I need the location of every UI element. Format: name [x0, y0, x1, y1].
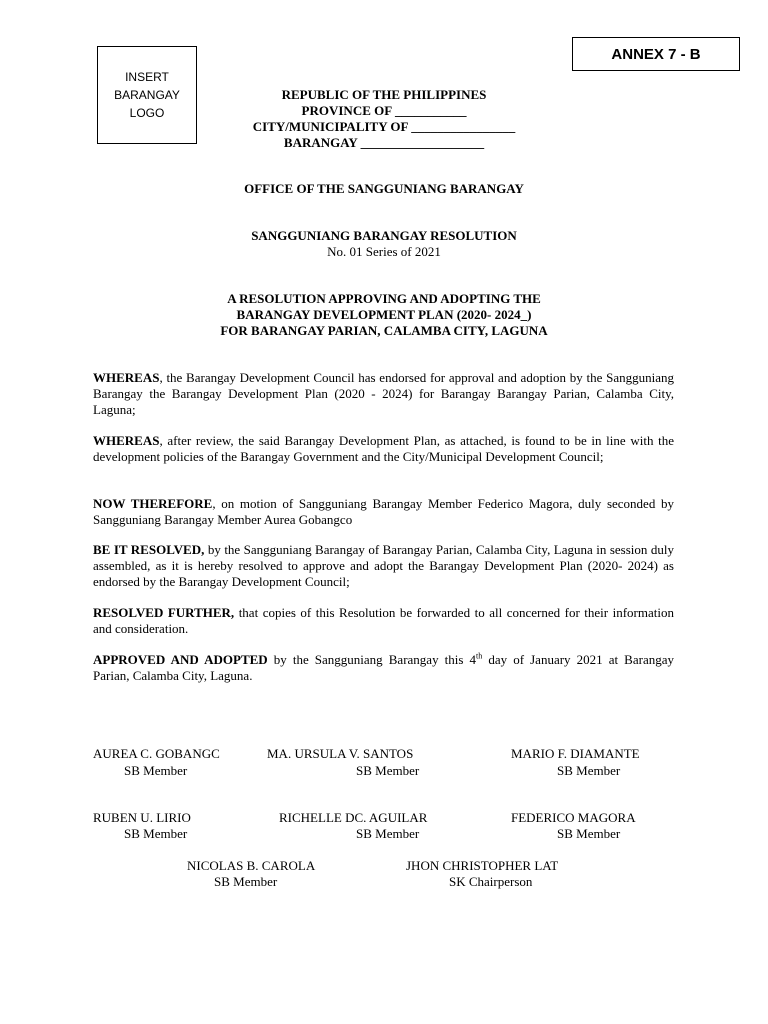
- paragraph-lead: BE IT RESOLVED,: [93, 542, 205, 557]
- signatory-role: SB Member: [214, 874, 278, 889]
- subject-line: FOR BARANGAY PARIAN, CALAMBA CITY, LAGUNA: [220, 323, 548, 338]
- signatory-name: JHON CHRISTOPHER LAT: [406, 858, 559, 873]
- resolution-number: No. 01 Series of 2021: [327, 244, 441, 259]
- paragraph-lead: WHEREAS: [93, 433, 160, 448]
- resolution-subject: [0, 291, 768, 339]
- signatory-name: NICOLAS B. CAROLA: [187, 858, 316, 873]
- signatory-name: MA. URSULA V. SANTOS: [267, 746, 414, 761]
- header-barangay: BARANGAY ___________________: [283, 135, 485, 150]
- signatory-role: SB Member: [356, 763, 420, 778]
- paragraph-approved-adopted: [93, 652, 674, 684]
- logo-placeholder-line: LOGO: [129, 106, 165, 120]
- signatory-name: MARIO F. DIAMANTE: [511, 746, 640, 761]
- paragraph-lead: APPROVED AND ADOPTED: [93, 652, 268, 667]
- paragraph-whereas-2: [93, 433, 674, 465]
- signatory-name: FEDERICO MAGORA: [511, 810, 636, 825]
- paragraph-be-it-resolved: [93, 542, 674, 590]
- signatory-name: RUBEN U. LIRIO: [93, 810, 191, 825]
- resolution-heading: [0, 228, 768, 260]
- office-title: [0, 181, 768, 197]
- paragraph-text: , the Barangay Development Council has endorsed for approval and adoption by the Sangguniang Barangay the Barangay Development Plan (2020 - 2024) for Barangay Barangay Parian, Calamba City, Laguna;: [93, 370, 674, 417]
- signatory-role: SB Member: [356, 826, 420, 841]
- subject-line: BARANGAY DEVELOPMENT PLAN (2020- 2024_): [236, 307, 532, 322]
- document-header: [0, 87, 768, 151]
- paragraph-resolved-further: [93, 605, 674, 637]
- resolution-title: SANGGUNIANG BARANGAY RESOLUTION: [251, 228, 517, 243]
- paragraph-text: by the Sangguniang Barangay this 4: [267, 652, 477, 667]
- signatory-name: RICHELLE DC. AGUILAR: [279, 810, 428, 825]
- paragraph-text: , on motion of Sangguniang Barangay Member Federico Magora, duly seconded by Sangguniang Barangay Member Aurea Gobangco: [93, 496, 674, 527]
- paragraph-lead: NOW THEREFORE: [93, 496, 213, 511]
- header-city: CITY/MUNICIPALITY OF ________________: [252, 119, 516, 134]
- ordinal-suffix: th: [476, 651, 483, 661]
- logo-placeholder-line: BARANGAY: [114, 88, 180, 102]
- logo-placeholder-line: INSERT: [125, 70, 169, 84]
- signatory-name: AUREA C. GOBANGC: [93, 746, 220, 761]
- paragraph-text: that copies of this Resolution be forwarded to all concerned for their information and consideration.: [93, 605, 674, 636]
- office-title-text: OFFICE OF THE SANGGUNIANG BARANGAY: [244, 181, 524, 196]
- signatory-role: SB Member: [557, 763, 621, 778]
- header-republic: REPUBLIC OF THE PHILIPPINES: [281, 87, 487, 102]
- signatory-role: SB Member: [557, 826, 621, 841]
- annex-label: ANNEX 7 - B: [572, 37, 740, 71]
- paragraph-now-therefore: [93, 496, 674, 528]
- header-province: PROVINCE OF ___________: [301, 103, 467, 118]
- signatory-role: SB Member: [124, 763, 188, 778]
- subject-line: A RESOLUTION APPROVING AND ADOPTING THE: [227, 291, 541, 306]
- paragraph-whereas-1: [93, 370, 674, 418]
- signatory-role: SK Chairperson: [449, 874, 533, 889]
- paragraph-text: , after review, the said Barangay Development Plan, as attached, is found to be in line with the development policies of the Barangay Government and the City/Municipal Development Council;: [93, 433, 674, 464]
- paragraph-lead: WHEREAS: [93, 370, 160, 385]
- paragraph-lead: RESOLVED FURTHER,: [93, 605, 235, 620]
- paragraph-text: by the Sangguniang Barangay of Barangay Parian, Calamba City, Laguna in session duly assembled, as it is hereby resolved to approve and adopt the Barangay Development Plan (2020- 2024) as endorsed by the Barangay Development Council;: [93, 542, 674, 589]
- paragraph-text: day of January 2021 at Barangay Parian, Calamba City, Laguna.: [93, 652, 674, 683]
- signatory-role: SB Member: [124, 826, 188, 841]
